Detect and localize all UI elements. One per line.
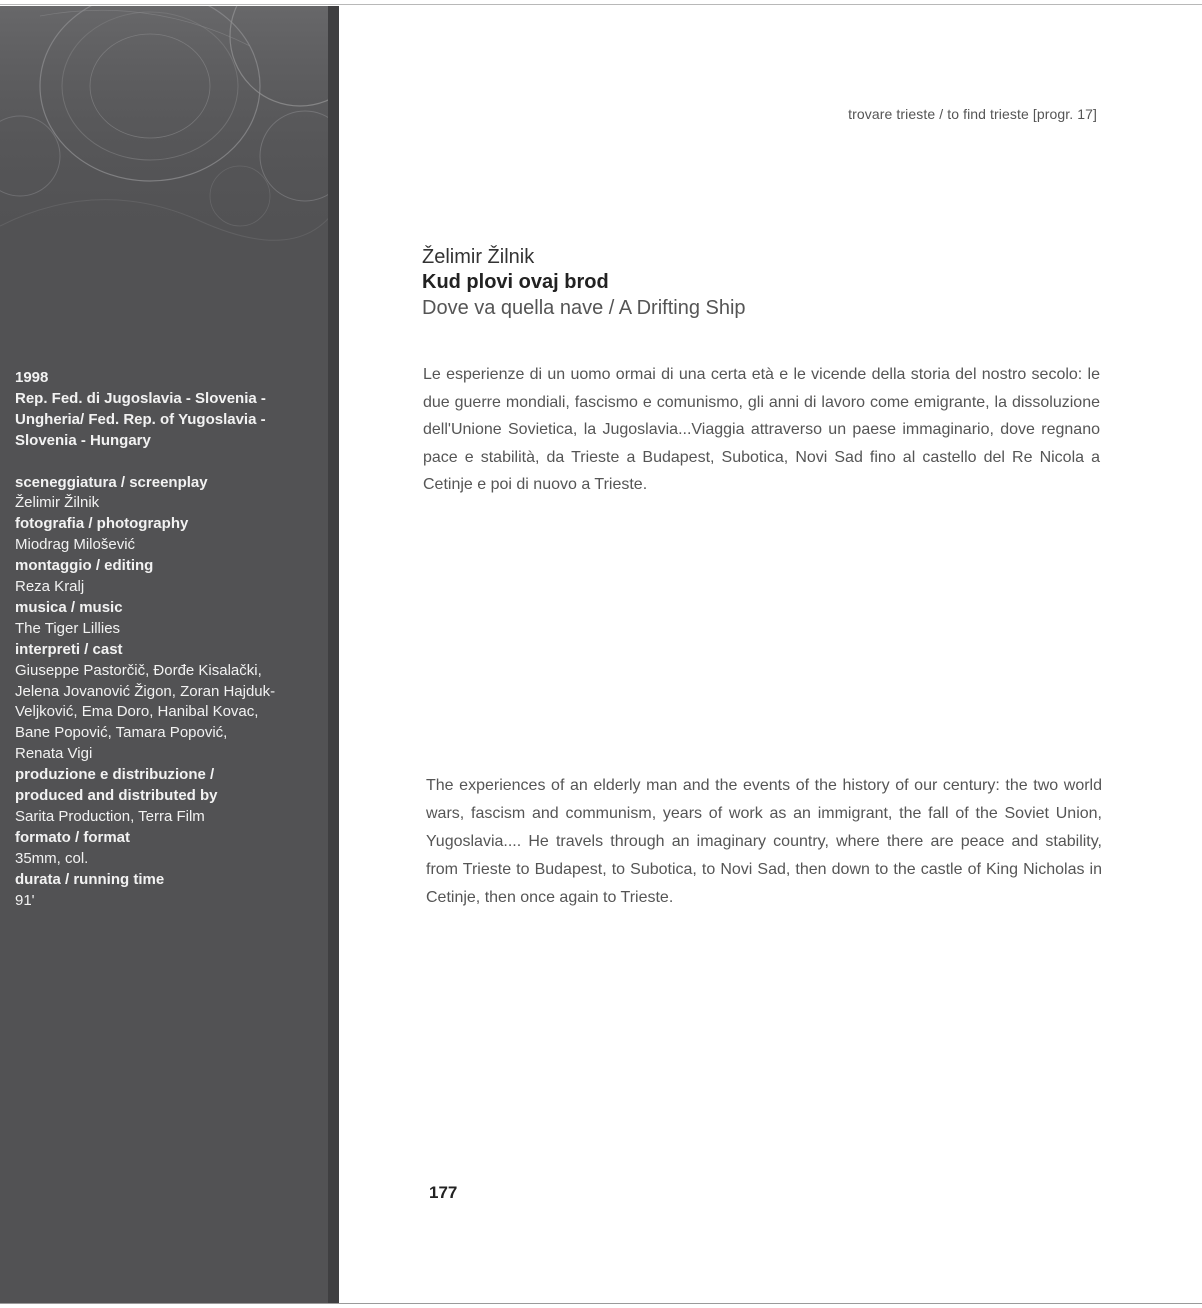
sidebar-edge (328, 6, 339, 1303)
credit-value-photography: Miodrag Milošević (15, 536, 136, 554)
credit-value-cast-line: Bane Popović, Tamara Popović, (15, 724, 228, 742)
credit-value-running-time: 91' (15, 891, 35, 909)
credit-label-music: musica / music (15, 598, 123, 616)
credit-label-production: produced and distributed by (15, 787, 218, 805)
film-original-title: Kud plovi ovaj brod (422, 271, 609, 293)
spacer (15, 452, 315, 473)
production-countries-line: Ungheria/ Fed. Rep. of Yugoslavia - (15, 410, 266, 428)
production-countries-line: Slovenia - Hungary (15, 431, 151, 449)
credit-value-cast-line: Giuseppe Pastorčič, Đorđe Kisalački, (15, 661, 262, 679)
credit-label-screenplay: sceneggiatura / screenplay (15, 473, 208, 491)
bottom-rule (0, 1303, 1202, 1304)
credit-value-screenplay: Želimir Žilnik (15, 494, 100, 512)
credit-label-cast: interpreti / cast (15, 640, 123, 658)
running-head: trovare trieste / to find trieste [progr. 17] (848, 106, 1097, 122)
credit-value-music: The Tiger Lillies (15, 619, 121, 637)
credit-value-production: Sarita Production, Terra Film (15, 808, 205, 826)
film-translated-title: Dove va quella nave / A Drifting Ship (422, 297, 746, 319)
credit-label-format: formato / format (15, 828, 131, 846)
credits-sidebar (0, 6, 338, 1303)
credit-value-cast-line: Renata Vigi (15, 745, 93, 763)
sidebar-photo (0, 6, 338, 256)
credit-value-cast-line: Veljković, Ema Doro, Hanibal Kovac, (15, 703, 259, 721)
credit-label-photography: fotografia / photography (15, 515, 189, 533)
page-number: 177 (429, 1183, 458, 1202)
synopsis-english: The experiences of an elderly man and the events of the history of our century: the two world wars, fascism and communism, years of work as an immigrant, the fall of the Soviet Union, Yugoslavia.... He travels through an imaginary country, where there are peace and stability, from Trieste to Budapest, to Subotica, to Novi Sad, then down to the castle of King Nicholas in Cetinje, then once again to Trieste. (426, 777, 1102, 906)
credit-value-format: 35mm, col. (15, 849, 89, 867)
credit-label-production: produzione e distribuzione / (15, 766, 215, 784)
director-name: Želimir Žilnik (422, 246, 535, 268)
credits-block (15, 368, 315, 912)
credit-label-running-time: durata / running time (15, 870, 165, 888)
synopsis-italian: Le esperienze di un uomo ormai di una certa età e le vicende della storia del nostro secolo: le due guerre mondiali, fascismo e comunismo, gli anni di lavoro come emigrante, la dissoluzione dell'Unione Sovietica, la Jugoslavia...Viaggia attraverso un paese immaginario, dove regnano pace e stabilità, da Trieste a Budapest, Subotica, Novi Sad fino al castello del Re Nicola a Cetinje e poi di nuovo a Trieste. (423, 366, 1100, 493)
top-rule (0, 4, 1202, 5)
production-year: 1998 (15, 369, 49, 386)
credit-value-editing: Reza Kralj (15, 578, 85, 596)
credit-value-cast-line: Jelena Jovanović Žigon, Zoran Hajduk- (15, 682, 276, 700)
credit-label-editing: montaggio / editing (15, 557, 154, 575)
production-countries-line: Rep. Fed. di Jugoslavia - Slovenia - (15, 389, 266, 407)
